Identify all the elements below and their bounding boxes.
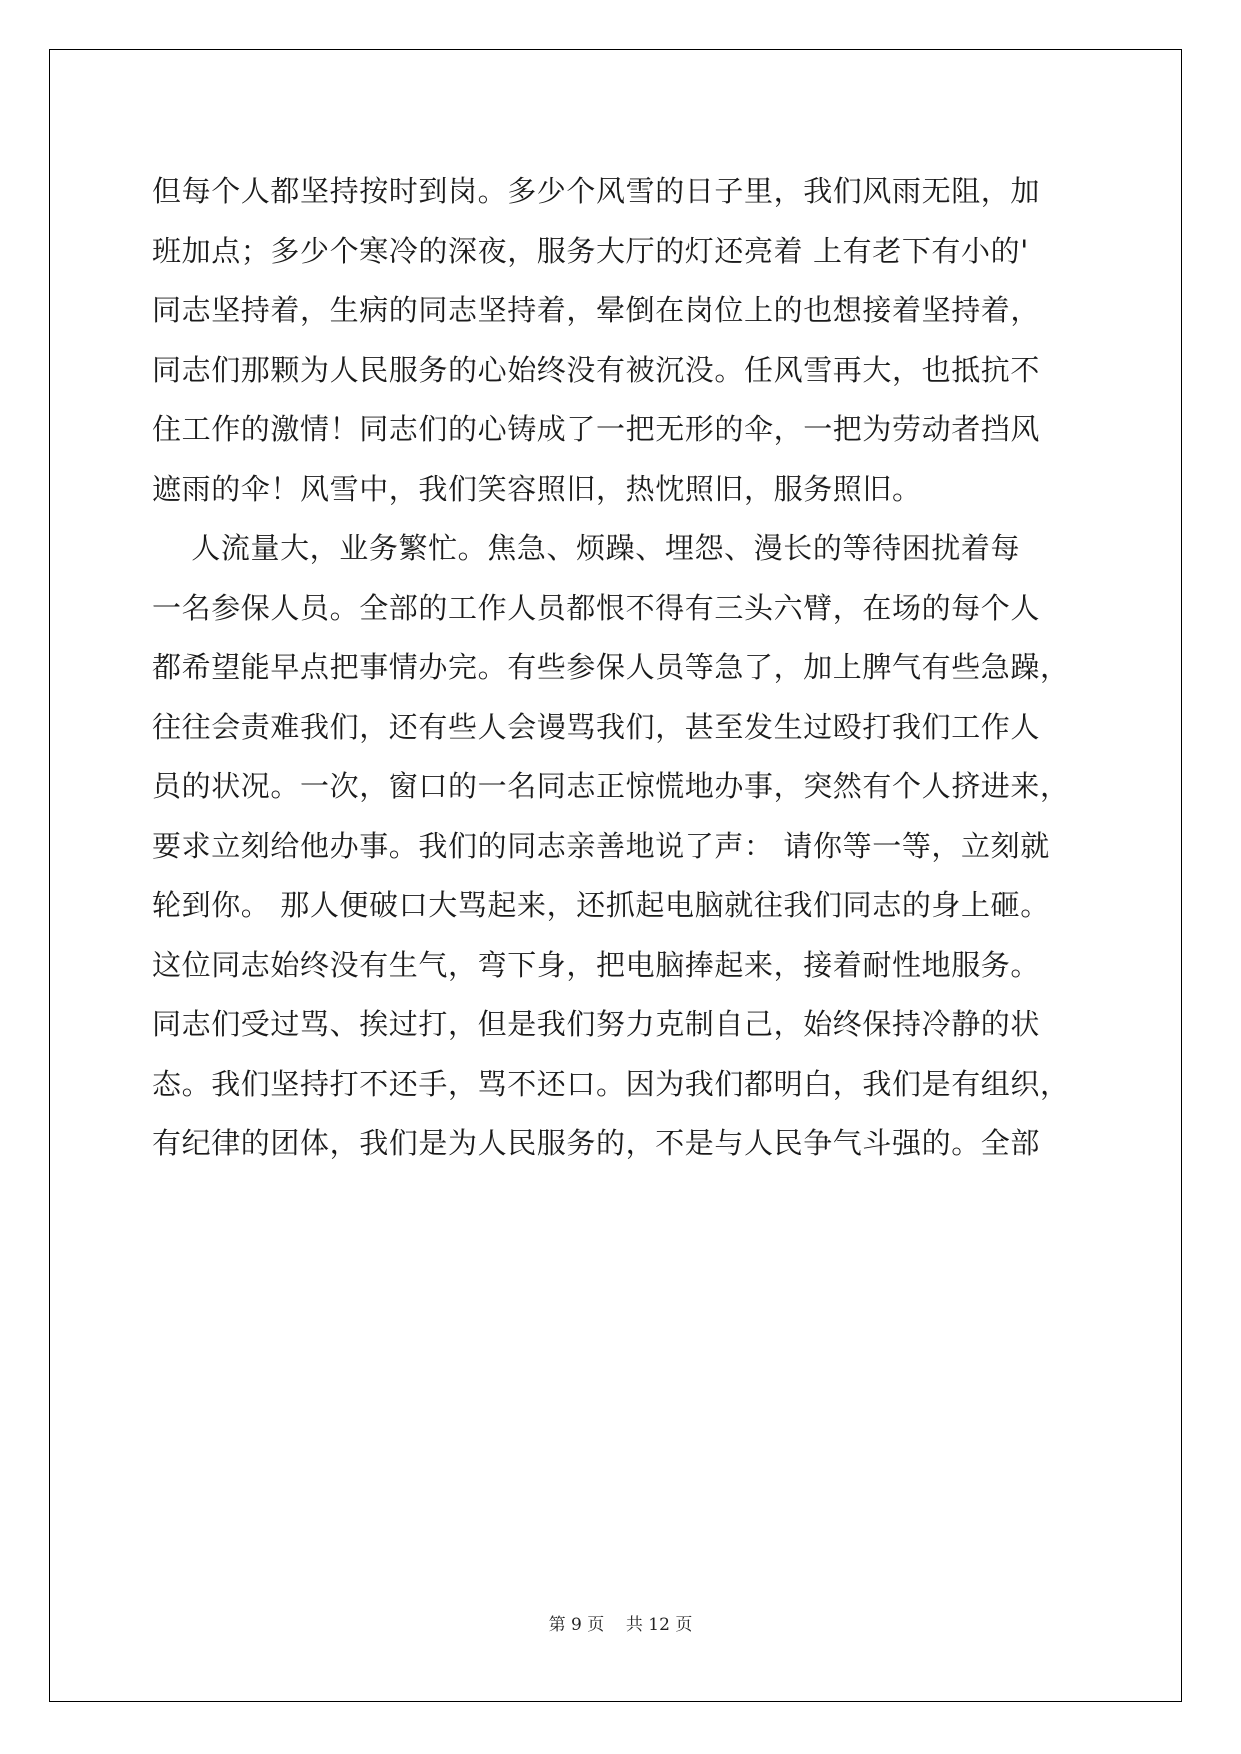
body-line: 班加点；多少个寒冷的深夜，服务大厅的灯还亮着 上有老下有小的' — [152, 233, 1029, 268]
body-line: 这位同志始终没有生气，弯下身，把电脑捧起来，接着耐性地服务。 — [152, 947, 1041, 982]
body-line: 同志坚持着，生病的同志坚持着，晕倒在岗位上的也想接着坚持着， — [152, 293, 1041, 327]
body-line: 人流量大，业务繁忙。焦急、烦躁、埋怨、漫长的等待困扰着每 — [152, 531, 1021, 565]
body-line: 态。我们坚持打不还手，骂不还口。因为我们都明白，我们是有组织， — [152, 1066, 1070, 1101]
document-body — [152, 162, 1112, 1174]
body-line: 但每个人都坚持按时到岗。多少个风雪的日子里，我们风雨无阻，加 — [152, 174, 1041, 208]
body-line: 同志们那颗为人民服务的心始终没有被沉没。任风雪再大，也抵抗不 — [152, 352, 1041, 387]
body-line: 同志们受过骂、挨过打，但是我们努力克制自己，始终保持冷静的状 — [152, 1007, 1041, 1041]
body-line: 都希望能早点把事情办完。有些参保人员等急了，加上脾气有些急躁， — [152, 650, 1070, 684]
page-number-label: 第 9 页 共 12 页 — [548, 1615, 693, 1635]
page-footer — [0, 1610, 1241, 1635]
body-line: 要求立刻给他办事。我们的同志亲善地说了声： 请你等一等，立刻就 — [152, 828, 1050, 863]
body-line: 员的状况。一次，窗口的一名同志正惊慌地办事，突然有个人挤进来， — [152, 769, 1070, 803]
body-line: 住工作的激情！同志们的心铸成了一把无形的伞，一把为劳动者挡风 — [152, 412, 1041, 446]
body-line: 轮到你。 那人便破口大骂起来，还抓起电脑就往我们同志的身上砸。 — [152, 888, 1050, 922]
body-line: 遮雨的伞！风雪中，我们笑容照旧，热忱照旧，服务照旧。 — [152, 471, 922, 506]
body-line: 有纪律的团体，我们是为人民服务的，不是与人民争气斗强的。全部 — [152, 1126, 1041, 1160]
body-line: 往往会责难我们，还有些人会谩骂我们，甚至发生过殴打我们工作人 — [152, 709, 1041, 744]
body-line: 一名参保人员。全部的工作人员都恨不得有三头六臂，在场的每个人 — [152, 590, 1041, 625]
